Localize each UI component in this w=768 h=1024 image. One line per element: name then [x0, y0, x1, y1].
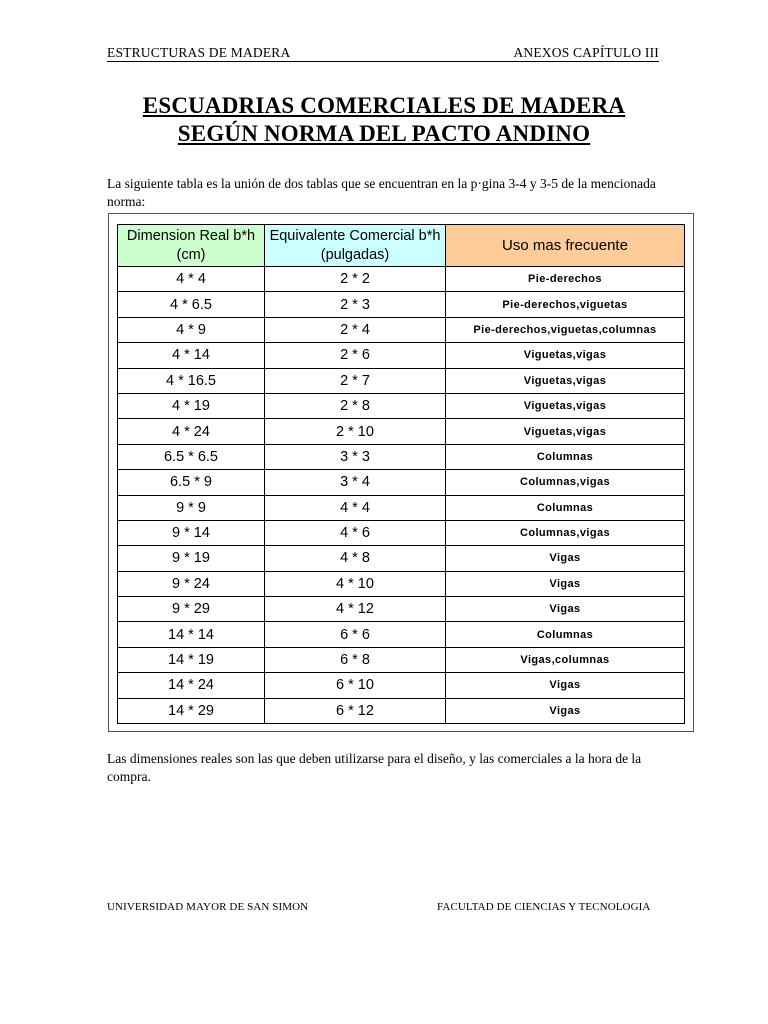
cell-uso: Columnas,vigas	[446, 470, 685, 495]
page-title-line-1: ESCUADRIAS COMERCIALES DE MADERA	[142, 93, 626, 118]
column-header-dimension-real: Dimension Real b*h (cm)	[118, 225, 265, 267]
running-header	[107, 45, 659, 62]
closing-paragraph: Las dimensiones reales son las que deben utilizarse para el diseño, y las comerciales a la hora de la compra.	[107, 751, 642, 784]
cell-equivalente-comercial: 4 * 8	[265, 546, 446, 571]
cell-dimension-real: 9 * 29	[118, 597, 265, 622]
table-row	[118, 393, 685, 418]
table-row	[118, 292, 685, 317]
cell-uso: Viguetas,vigas	[446, 393, 685, 418]
cell-equivalente-comercial: 4 * 4	[265, 495, 446, 520]
cell-dimension-real: 9 * 19	[118, 546, 265, 571]
cell-equivalente-comercial: 6 * 6	[265, 622, 446, 647]
table-row	[118, 368, 685, 393]
table-body	[118, 267, 685, 724]
cell-equivalente-comercial: 2 * 2	[265, 267, 446, 292]
cell-equivalente-comercial: 2 * 6	[265, 343, 446, 368]
footer-right: FACULTAD DE CIENCIAS Y TECNOLOGIA	[437, 901, 651, 913]
column-header-equivalente-comercial: Equivalente Comercial b*h (pulgadas)	[265, 225, 446, 267]
cell-uso: Viguetas,vigas	[446, 368, 685, 393]
cell-dimension-real: 4 * 14	[118, 343, 265, 368]
cell-equivalente-comercial: 4 * 10	[265, 571, 446, 596]
cell-equivalente-comercial: 4 * 12	[265, 597, 446, 622]
cell-dimension-real: 9 * 9	[118, 495, 265, 520]
cell-equivalente-comercial: 6 * 10	[265, 673, 446, 698]
table-row	[118, 419, 685, 444]
table-row	[118, 470, 685, 495]
cell-dimension-real: 4 * 6.5	[118, 292, 265, 317]
cell-uso: Columnas,vigas	[446, 520, 685, 545]
table-row	[118, 647, 685, 672]
cell-dimension-real: 4 * 4	[118, 267, 265, 292]
cell-uso: Columnas	[446, 622, 685, 647]
cell-uso: Vigas	[446, 571, 685, 596]
cell-equivalente-comercial: 2 * 8	[265, 393, 446, 418]
header-left: ESTRUCTURAS DE MADERA	[107, 45, 291, 60]
cell-equivalente-comercial: 2 * 3	[265, 292, 446, 317]
table-row	[118, 622, 685, 647]
cell-equivalente-comercial: 2 * 4	[265, 317, 446, 342]
cell-uso: Vigas	[446, 698, 685, 723]
cell-dimension-real: 6.5 * 9	[118, 470, 265, 495]
cell-dimension-real: 4 * 19	[118, 393, 265, 418]
cell-equivalente-comercial: 2 * 7	[265, 368, 446, 393]
table-row	[118, 673, 685, 698]
cell-uso: Pie-derechos,viguetas,columnas	[446, 317, 685, 342]
column-header-uso: Uso mas frecuente	[446, 225, 685, 267]
table-row	[118, 698, 685, 723]
cell-equivalente-comercial: 6 * 12	[265, 698, 446, 723]
page-title-line-2: SEGÚN NORMA DEL PACTO ANDINO	[177, 121, 591, 146]
cell-dimension-real: 14 * 29	[118, 698, 265, 723]
cell-dimension-real: 4 * 9	[118, 317, 265, 342]
cell-uso: Viguetas,vigas	[446, 343, 685, 368]
table-row	[118, 444, 685, 469]
cell-dimension-real: 4 * 24	[118, 419, 265, 444]
table-row	[118, 267, 685, 292]
table-row	[118, 495, 685, 520]
table-row	[118, 597, 685, 622]
cell-dimension-real: 14 * 19	[118, 647, 265, 672]
cell-dimension-real: 6.5 * 6.5	[118, 444, 265, 469]
table-header-row	[118, 225, 685, 267]
table-row	[118, 571, 685, 596]
cell-uso: Pie-derechos,viguetas	[446, 292, 685, 317]
table-row	[118, 546, 685, 571]
cell-uso: Vigas	[446, 546, 685, 571]
cell-equivalente-comercial: 3 * 4	[265, 470, 446, 495]
cell-uso: Columnas	[446, 444, 685, 469]
table-row	[118, 317, 685, 342]
cell-equivalente-comercial: 2 * 10	[265, 419, 446, 444]
cell-dimension-real: 14 * 14	[118, 622, 265, 647]
cell-uso: Columnas	[446, 495, 685, 520]
table-row	[118, 520, 685, 545]
cell-equivalente-comercial: 6 * 8	[265, 647, 446, 672]
cell-dimension-real: 9 * 14	[118, 520, 265, 545]
cell-uso: Viguetas,vigas	[446, 419, 685, 444]
cell-dimension-real: 9 * 24	[118, 571, 265, 596]
cell-dimension-real: 4 * 16.5	[118, 368, 265, 393]
cell-equivalente-comercial: 4 * 6	[265, 520, 446, 545]
cell-uso: Vigas,columnas	[446, 647, 685, 672]
cell-dimension-real: 14 * 24	[118, 673, 265, 698]
intro-paragraph: La siguiente tabla es la unión de dos tablas que se encuentran en la p·gina 3-4 y 3-5 de la mencionada norma:	[107, 176, 656, 209]
cell-uso: Pie-derechos	[446, 267, 685, 292]
header-right: ANEXOS CAPÍTULO III	[513, 45, 659, 60]
cell-uso: Vigas	[446, 673, 685, 698]
cell-equivalente-comercial: 3 * 3	[265, 444, 446, 469]
lumber-dimensions-table	[117, 224, 685, 724]
footer-left: UNIVERSIDAD MAYOR DE SAN SIMON	[107, 901, 309, 913]
table-row	[118, 343, 685, 368]
cell-uso: Vigas	[446, 597, 685, 622]
